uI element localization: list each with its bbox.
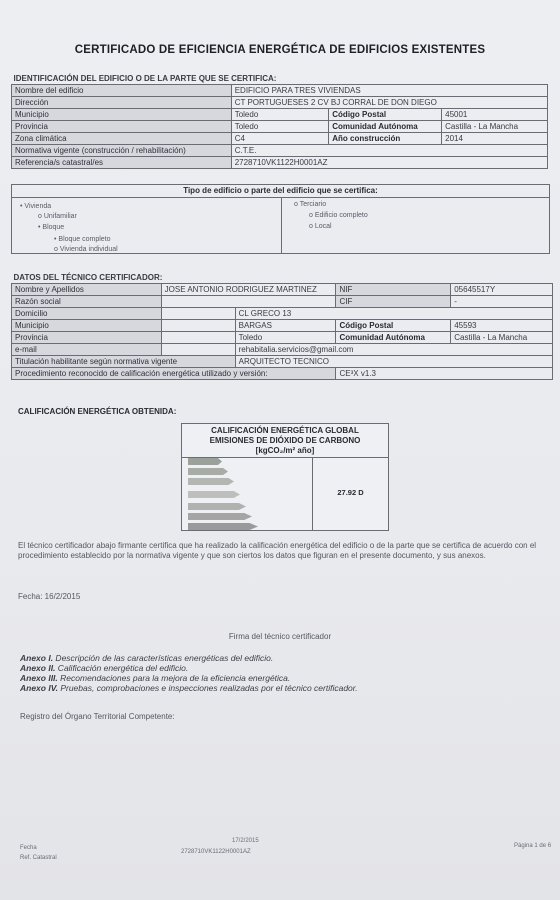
calificacion-header: CALIFICACIÓN ENERGÉTICA OBTENIDA: bbox=[18, 407, 177, 416]
anio-construccion-value: 2014 bbox=[442, 133, 548, 145]
tecnico-procedimiento-label: Procedimiento reconocido de calificación energética utilizado y versión: bbox=[12, 368, 336, 380]
option-edificio-completo: o Edificio completo bbox=[309, 212, 368, 219]
certificacion-parrafo: El técnico certificador abajo firmante certifica que ha realizado la calificación energética del edificio o de la parte que se certifica de acuerdo con el procedimiento establecido por la normativa vigente y que son ciertos los datos que figuran en el presente documento, y sus anexos. bbox=[18, 541, 537, 560]
provincia-value: Toledo bbox=[231, 121, 329, 133]
fecha-certificado: Fecha: 16/2/2015 bbox=[18, 592, 81, 601]
rating-bar-7 bbox=[188, 523, 258, 530]
rating-bar-2 bbox=[188, 468, 228, 475]
comunidad-autonoma-value: Castilla - La Mancha bbox=[442, 121, 548, 133]
tipo-edificio-header: Tipo de edificio o parte del edificio que se certifica: bbox=[12, 185, 549, 198]
footer-ref: 2728710VK1122H0001AZ bbox=[181, 849, 251, 855]
provincia-label: Provincia bbox=[12, 121, 232, 133]
rating-bar-4 bbox=[188, 491, 240, 498]
tecnico-nif-label: NIF bbox=[336, 284, 451, 296]
calificacion-box-header bbox=[182, 424, 388, 458]
tecnico-cp-value: 45593 bbox=[451, 320, 553, 332]
tecnico-provincia-label: Provincia bbox=[12, 332, 162, 344]
calificacion-line2: EMISIONES DE DIÓXIDO DE CARBONO bbox=[209, 436, 361, 445]
document-title: CERTIFICADO DE EFICIENCIA ENERGÉTICA DE EDIFICIOS EXISTENTES bbox=[74, 44, 486, 56]
anexos-list bbox=[20, 653, 358, 693]
footer-ref-label: Ref. Catastral bbox=[20, 855, 57, 861]
option-local: o Local bbox=[309, 223, 332, 230]
referencia-catastral-label: Referencia/s catastral/es bbox=[12, 157, 232, 169]
option-vivienda-individual: o Vivienda individual bbox=[54, 246, 118, 253]
footer-fecha-label: Fecha bbox=[20, 845, 37, 851]
tecnico-domicilio-label: Domicilio bbox=[12, 308, 162, 320]
nombre-edificio-value: EDIFICIO PARA TRES VIVIENDAS bbox=[231, 85, 547, 97]
option-unifamiliar: o Unifamiliar bbox=[38, 213, 77, 220]
rating-bar-3 bbox=[188, 478, 234, 485]
footer-fecha: 17/2/2015 bbox=[232, 838, 259, 844]
anexo-1: Anexo I. Descripción de las características energéticas del edificio. bbox=[20, 653, 274, 663]
rating-bar-5 bbox=[188, 503, 246, 510]
option-vivienda: • Vivienda bbox=[20, 203, 52, 210]
direccion-label: Dirección bbox=[12, 97, 232, 109]
tecnico-procedimiento-value: CE³X v1.3 bbox=[336, 368, 553, 380]
tecnico-provincia-value: Toledo bbox=[235, 332, 336, 344]
option-terciario: o Terciario bbox=[294, 201, 327, 208]
calificacion-box bbox=[181, 423, 389, 531]
tecnico-cif-value: - bbox=[451, 296, 553, 308]
calificacion-line3: [kgCO₂/m² año] bbox=[255, 446, 315, 455]
tecnico-municipio-label: Municipio bbox=[12, 320, 162, 332]
tecnico-cif-label: CIF bbox=[336, 296, 451, 308]
tecnico-titulacion-label: Titulación habilitante según normativa vigente bbox=[12, 356, 236, 368]
option-bloque: • Bloque bbox=[38, 224, 65, 231]
tecnico-header: DATOS DEL TÉCNICO CERTIFICADOR: bbox=[12, 272, 553, 284]
option-bloque-completo: • Bloque completo bbox=[54, 236, 111, 243]
tecnico-domicilio-value: CL GRECO 13 bbox=[235, 308, 552, 320]
tecnico-email-value: rehabitalia.servicios@gmail.com bbox=[235, 344, 552, 356]
tecnico-ca-value: Castilla - La Mancha bbox=[451, 332, 553, 344]
tecnico-titulacion-value: ARQUITECTO TECNICO bbox=[235, 356, 552, 368]
tecnico-nombre-label: Nombre y Apellidos bbox=[12, 284, 162, 296]
referencia-catastral-value: 2728710VK1122H0001AZ bbox=[231, 157, 547, 169]
zona-climatica-label: Zona climática bbox=[12, 133, 232, 145]
comunidad-autonoma-label: Comunidad Autónoma bbox=[329, 121, 442, 133]
footer-pagina: Página 1 de 6 bbox=[514, 843, 552, 849]
tecnico-cp-label: Código Postal bbox=[336, 320, 451, 332]
rating-bar-1 bbox=[188, 458, 222, 465]
anexo-4: Anexo IV. Pruebas, comprobaciones e inspecciones realizadas por el técnico certificador. bbox=[20, 683, 358, 693]
calificacion-value: 27.92 D bbox=[337, 488, 364, 497]
tecnico-nombre-value: JOSE ANTONIO RODRIGUEZ MARTINEZ bbox=[161, 284, 336, 296]
codigo-postal-label: Código Postal bbox=[329, 109, 442, 121]
rating-bar-6 bbox=[188, 513, 252, 520]
direccion-value: CT PORTUGUESES 2 CV BJ CORRAL DE DON DIEGO bbox=[231, 97, 547, 109]
tipo-divider bbox=[281, 197, 282, 253]
tipo-edificio-box bbox=[11, 184, 550, 254]
normativa-value: C.T.E. bbox=[231, 145, 547, 157]
anio-construccion-label: Año construcción bbox=[329, 133, 442, 145]
anexo-3: Anexo III. Recomendaciones para la mejora de la eficiencia energética. bbox=[20, 673, 291, 683]
anexo-2: Anexo II. Calificación energética del edificio. bbox=[20, 663, 189, 673]
tecnico-nif-value: 05645517Y bbox=[451, 284, 553, 296]
municipio-value: Toledo bbox=[231, 109, 329, 121]
tecnico-razon-label: Razón social bbox=[12, 296, 162, 308]
municipio-label: Municipio bbox=[12, 109, 232, 121]
identificacion-header: IDENTIFICACIÓN DEL EDIFICIO O DE LA PARTE QUE SE CERTIFICA: bbox=[12, 73, 548, 85]
codigo-postal-value: 45001 bbox=[442, 109, 548, 121]
firma-tecnico: Firma del técnico certificador bbox=[228, 632, 332, 641]
tecnico-ca-label: Comunidad Autónoma bbox=[336, 332, 451, 344]
calificacion-line1: CALIFICACIÓN ENERGÉTICA GLOBAL bbox=[211, 426, 359, 435]
tecnico-municipio-value: BARGAS bbox=[235, 320, 336, 332]
registro-organo: Registro del Órgano Territorial Competente: bbox=[20, 712, 175, 721]
identificacion-table bbox=[11, 73, 548, 169]
nombre-edificio-label: Nombre del edificio bbox=[12, 85, 232, 97]
zona-climatica-value: C4 bbox=[231, 133, 329, 145]
tecnico-table bbox=[11, 272, 553, 380]
tecnico-email-label: e-mail bbox=[12, 344, 162, 356]
normativa-label: Normativa vigente (construcción / rehabilitación) bbox=[12, 145, 232, 157]
tecnico-razon-value bbox=[161, 296, 336, 308]
